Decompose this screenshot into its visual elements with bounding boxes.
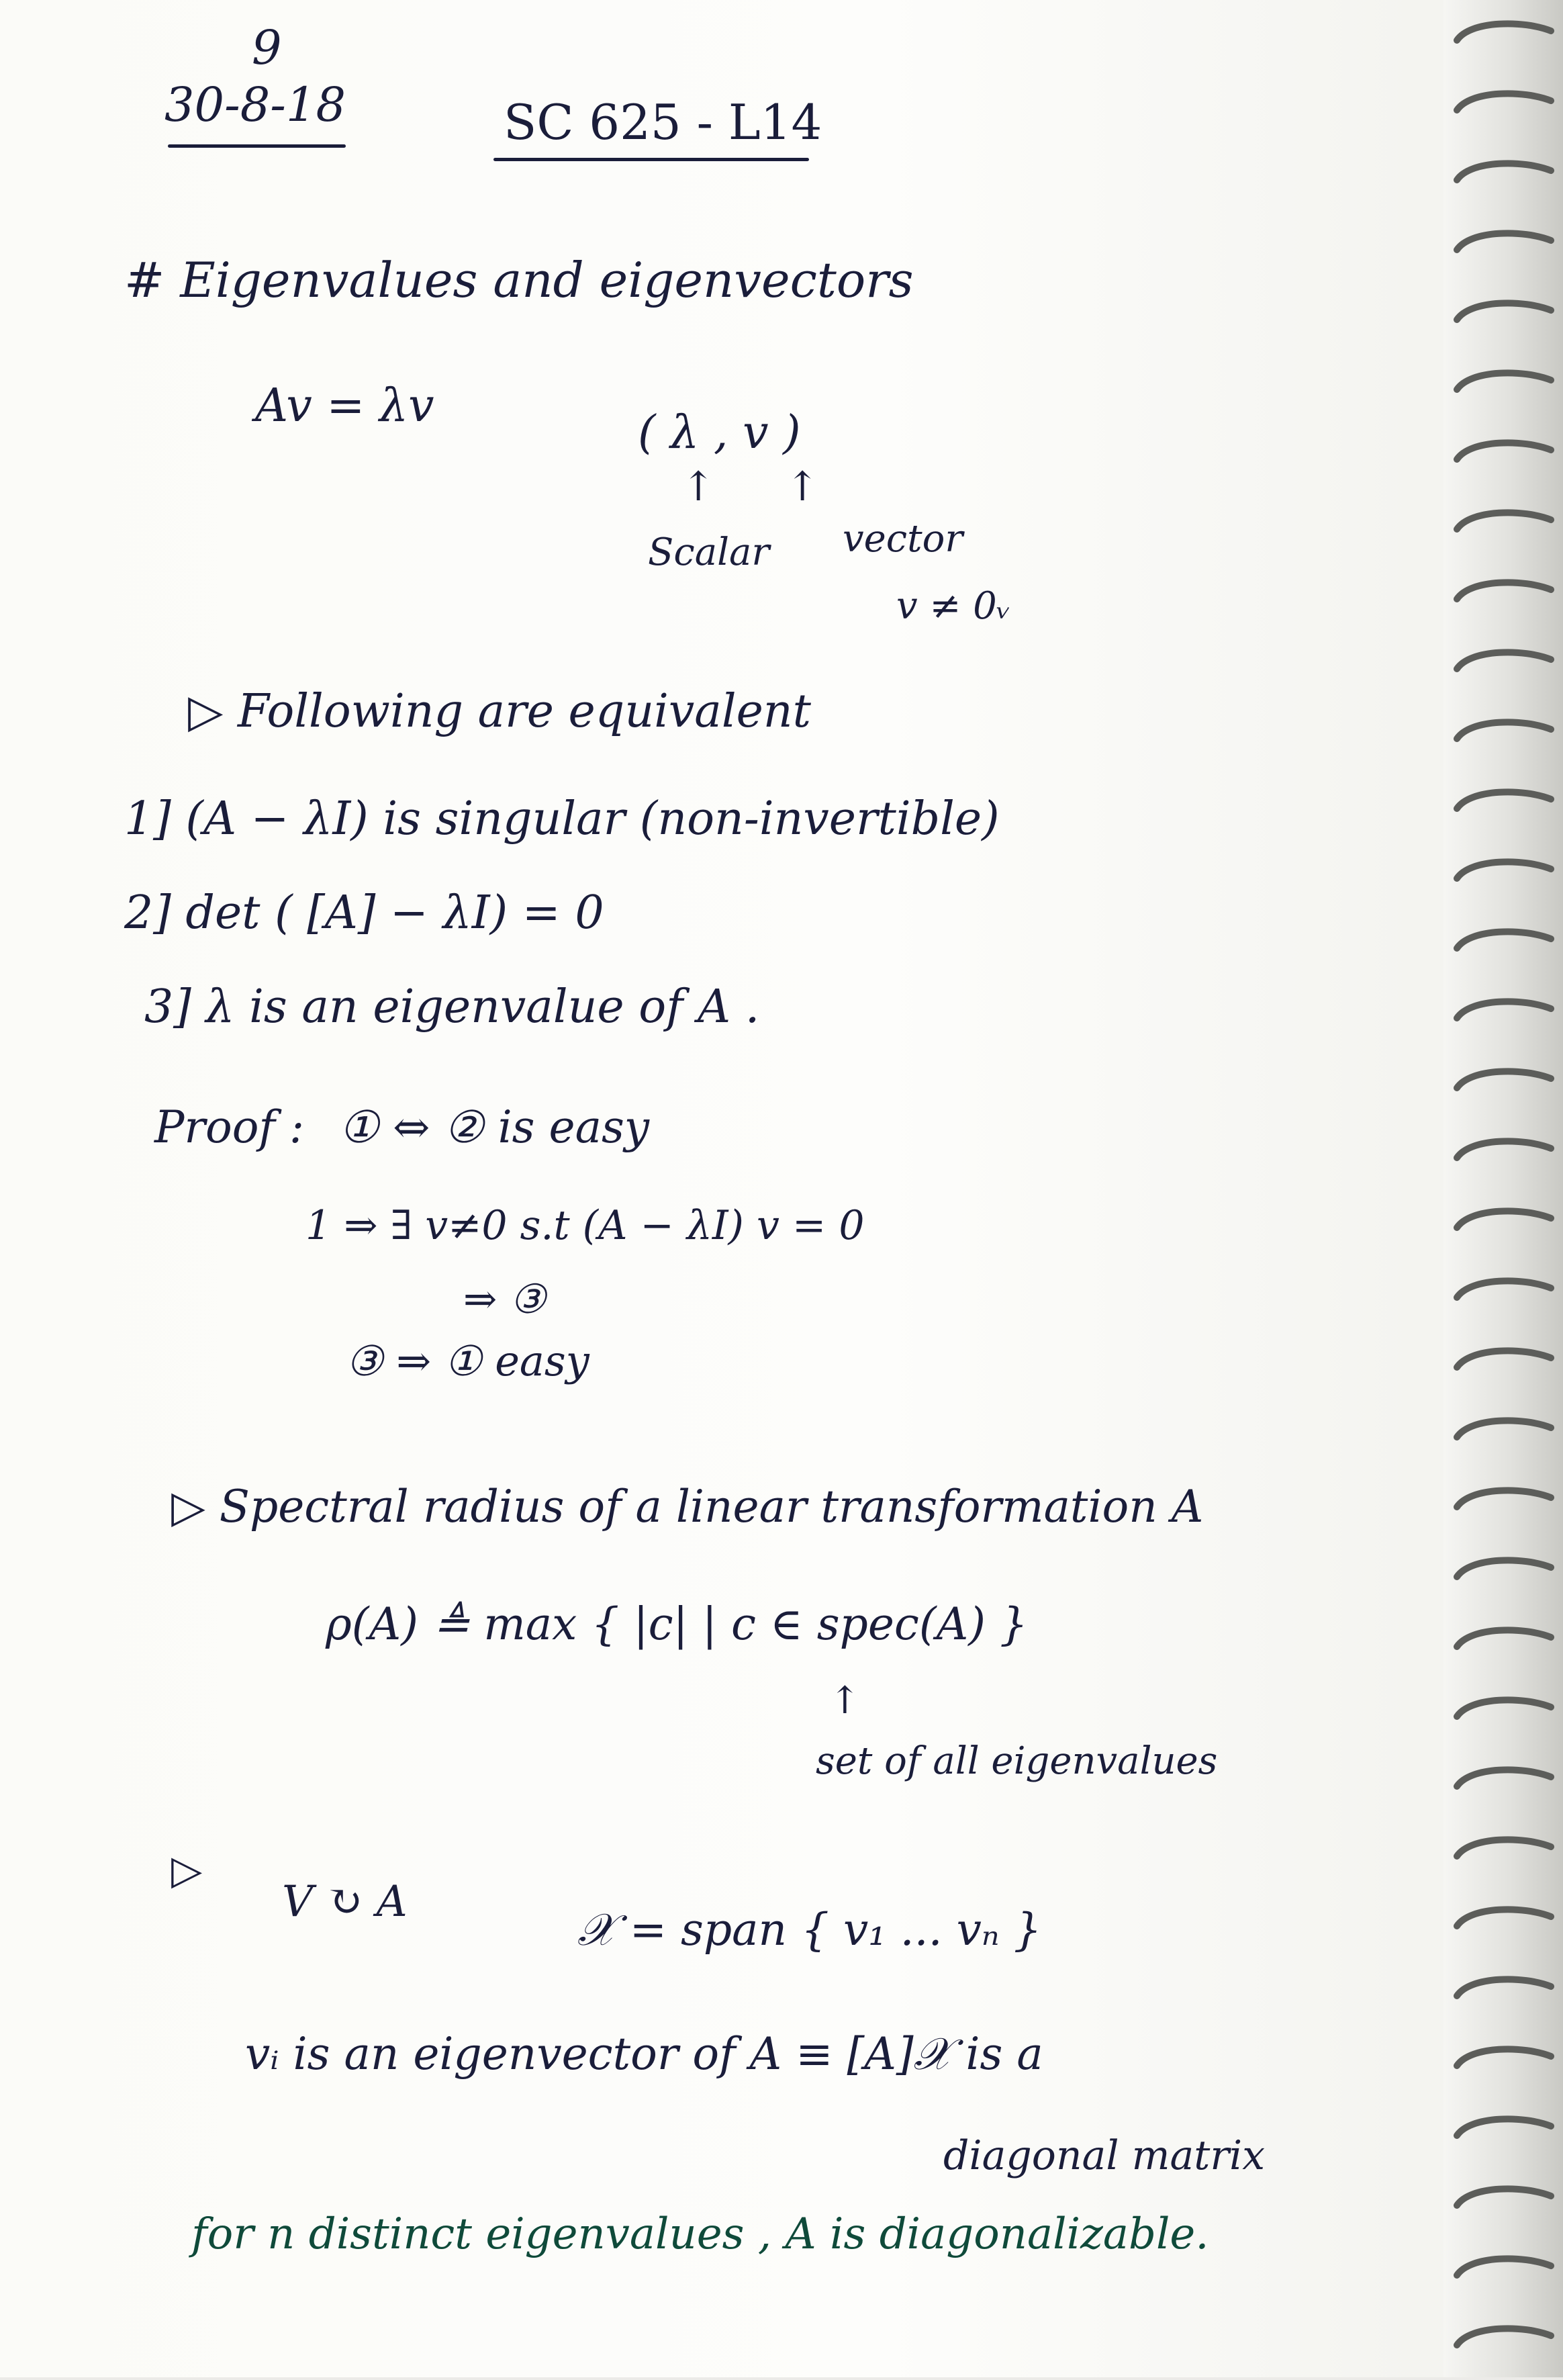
notebook-binding (1443, 0, 1563, 2377)
binding-ring (1457, 1351, 1551, 1367)
binding-ring (1457, 792, 1551, 809)
binding-ring (1457, 722, 1551, 739)
binding-ring (1457, 303, 1551, 320)
proof-line-4: ③ ⇒ ① easy (346, 1336, 589, 1385)
proof-line-3: ⇒ ③ (463, 1276, 547, 1323)
equivalent-item-3: 3] λ is an eigenvalue of A . (144, 980, 760, 1034)
binding-ring (1457, 512, 1551, 529)
bullet: ▷ (171, 1847, 203, 1894)
binding-ring (1457, 2258, 1551, 2275)
scalar-label: Scalar (648, 531, 770, 574)
section-heading-spectral: ▷ Spectral radius of a linear transformation A (171, 1481, 1204, 1532)
binding-ring (1457, 1700, 1551, 1717)
scalar-arrow: ↑ (681, 463, 716, 510)
proof-line-1: ① ⇔ ② is easy (339, 1101, 650, 1153)
eigen-pair: ( λ , v ) (638, 406, 801, 459)
section-heading-equivalent: ▷ Following are equivalent (188, 685, 811, 738)
binding-ring (1457, 1909, 1551, 1926)
nonzero-condition: v ≠ 0ᵥ (896, 584, 1011, 628)
binding-ring (1457, 1630, 1551, 1647)
spectrum-arrow: ↑ (829, 1679, 861, 1723)
binding-ring (1457, 1420, 1551, 1437)
binding-ring (1457, 2119, 1551, 2136)
diagonal-matrix: diagonal matrix (943, 2132, 1266, 2179)
eigenvector-statement: vᵢ is an eigenvector of A ≡ [A]𝒳 is a (245, 2028, 1043, 2080)
proof-line-2: 1 ⇒ ∃ v≠0 s.t (A − λI) v = 0 (305, 1202, 865, 1249)
binding-ring (1457, 1979, 1551, 1996)
date-underline (168, 144, 346, 148)
date: 30-8-18 (164, 77, 346, 132)
equivalent-item-1: 1] (A − λI) is singular (non-invertible) (124, 792, 1000, 845)
binding-ring (1457, 93, 1551, 110)
diagonalizable-conclusion: for n distinct eigenvalues , A is diagonalizable. (191, 2209, 1209, 2259)
binding-ring (1457, 1211, 1551, 1228)
binding-ring (1457, 652, 1551, 669)
proof-label: Proof : (154, 1101, 305, 1153)
binding-ring (1457, 163, 1551, 180)
eigen-equation: Av = λv (255, 379, 434, 432)
basis-span: 𝒳 = span { v₁ ... vₙ } (577, 1904, 1042, 1956)
date-correction: 9 (252, 20, 282, 75)
binding-ring (1457, 2328, 1551, 2345)
binding-ring (1457, 1560, 1551, 1577)
binding-ring (1457, 1770, 1551, 1786)
binding-ring (1457, 443, 1551, 459)
binding-ring (1457, 1141, 1551, 1158)
course-underline (493, 158, 809, 161)
binding-ring (1457, 931, 1551, 948)
binding-ring (1457, 233, 1551, 250)
binding-ring (1457, 1490, 1551, 1507)
operator-on-space: V ↻ A (282, 1877, 408, 1927)
spiral-binding-icon (1443, 0, 1563, 2377)
section-heading-eigen: # Eigenvalues and eigenvectors (124, 252, 914, 308)
binding-ring (1457, 2049, 1551, 2066)
course-title: SC 625 - L14 (504, 94, 822, 150)
binding-ring (1457, 1001, 1551, 1018)
vector-label: vector (843, 517, 963, 561)
binding-ring (1457, 24, 1551, 40)
vector-arrow: ↑ (786, 463, 820, 510)
spectrum-note: set of all eigenvalues (816, 1739, 1218, 1783)
binding-ring (1457, 1839, 1551, 1856)
binding-ring (1457, 1071, 1551, 1088)
binding-ring (1457, 862, 1551, 878)
binding-ring (1457, 373, 1551, 390)
equivalent-item-2: 2] det ( [A] − λI) = 0 (124, 886, 604, 940)
spectral-definition: ρ(A) ≜ max { |c| | c ∈ spec(A) } (326, 1598, 1029, 1650)
binding-ring (1457, 1281, 1551, 1297)
binding-ring (1457, 2189, 1551, 2205)
binding-ring (1457, 582, 1551, 599)
